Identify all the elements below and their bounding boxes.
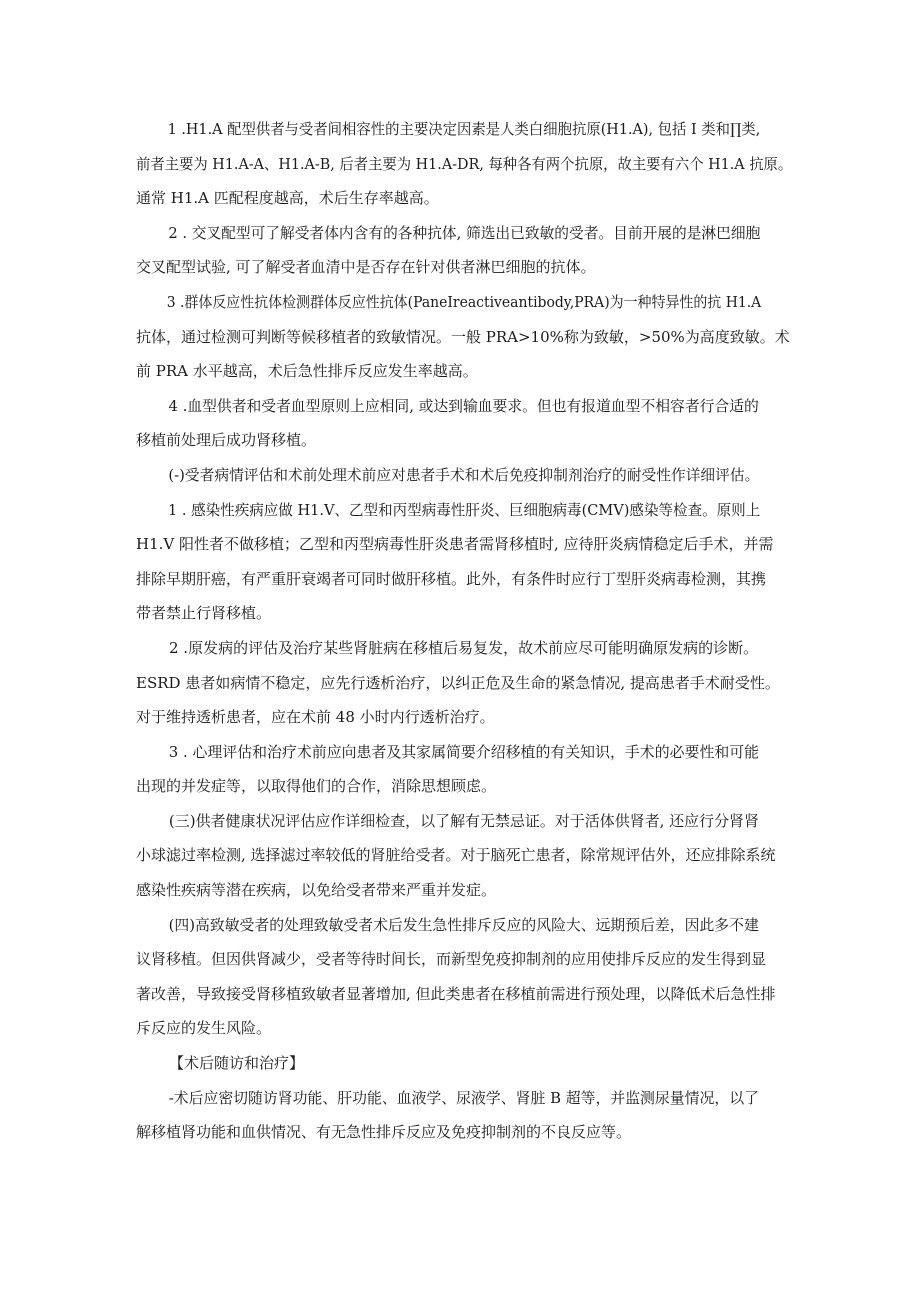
paragraph-line: 前者主要为 H1.A-A、H1.A-B, 后者主要为 H1.A-DR, 每种各有两个抗原，故主要有六个 H1.A 抗原。 [136,154,793,173]
paragraph-line: 1 .H1.A 配型供者与受者间相容性的主要决定因素是人类白细胞抗原(H1.A), 包括 I 类和∏类, [167,120,761,138]
paragraph-line: -术后应密切随访肾功能、肝功能、血液学、尿液学、肾脏 B 超等，并监测尿量情况，以了 [168,1088,759,1107]
paragraph-line: 带者禁止行肾移植。 [136,604,272,623]
paragraph-line: (三)供者健康状况评估应作详细检查，以了解有无禁忌证。对于活体供肾者, 还应行分肾肾 [168,811,760,830]
paragraph-line: 解移植肾功能和血供情况、有无急性排斥反应及免疫抑制剂的不良反应等。 [136,1123,632,1142]
paragraph [136,458,792,493]
paragraph-line: 3 . 心理评估和治疗术前应向患者及其家属简要介绍移植的有关知识，手术的必要性和可能 [168,742,760,761]
paragraph-line: 3 .群体反应性抗体检测群体反应性抗体(PaneIreactiveantibody,PRA)为一种特异性的抗 H1.A [166,292,762,311]
paragraph-line: ESRD 患者如病情不稳定，应先行透析治疗，以纠正危及生命的紧急情况, 提高患者手术耐受性。 [136,673,780,692]
paragraph [136,804,792,908]
paragraph-line: 对于维持透析患者，应在术前 48 小时内行透析治疗。 [136,708,495,727]
paragraph-line: 【术后随访和治疗】 [169,1054,305,1073]
paragraph-line: 4 .血型供者和受者血型原则上应相同, 或达到输血要求。但也有报道血型不相容者行合适的 [168,396,759,415]
paragraph-line: 感染性疾病等潜在疾病，以免给受者带来严重并发症。 [136,881,497,900]
paragraph-line: 2 .原发病的评估及治疗某些肾脏病在移植后易复发，故术前应尽可能明确原发病的诊断。 [169,638,759,657]
paragraph-line: (四)高致敏受者的处理致敏受者术后发生急性排斥反应的风险大、远期预后差，因此多不建 [168,915,759,934]
paragraph-line: 排除早期肝癌，有严重肝衰竭者可同时做肝移植。此外，有条件时应行丁型肝炎病毒检测，其携 [136,569,767,588]
paragraph-line: 前 PRA 水平越高，术后急性排斥反应发生率越高。 [136,362,478,381]
paragraph-line: 斥反应的发生风险。 [136,1019,272,1038]
paragraph [136,216,792,285]
paragraph-line: 1 . 感染性疾病应做 H1.V、乙型和丙型病毒性肝炎、巨细胞病毒(CMV)感染等检查。原则上 [167,500,761,519]
paragraph [136,1081,792,1150]
paragraph-line: (-)受者病情评估和术前处理术前应对患者手术和术后免疫抑制剂治疗的耐受性作详细评估。 [168,465,760,484]
paragraph-line: 著改善，导致接受肾移植致敏者显著增加, 但此类患者在移植前需进行预处理，以降低术后急性排 [136,984,776,1003]
paragraph [136,389,792,458]
paragraph [136,908,792,1046]
paragraph [136,112,792,216]
paragraph [136,631,792,735]
paragraph-line: H1.V 阳性者不做移植；乙型和丙型病毒性肝炎患者需肾移植时, 应待肝炎病情稳定后手术，并需 [136,535,774,554]
paragraph [136,285,792,389]
paragraph [136,735,792,804]
paragraph-line: 抗体，通过检测可判断等候移植者的致敏情况。一般 PRA>10%称为致敏，>50%为高度致敏。术 [136,327,790,346]
paragraph [136,493,792,631]
paragraph-line: 通常 H1.A 匹配程度越高，术后生存率越高。 [136,189,439,208]
paragraph-line: 议肾移植。但因供肾减少，受者等待时间长，而新型免疫抑制剂的应用使排斥反应的发生得到显 [136,950,767,969]
paragraph-line: 出现的并发症等，以取得他们的合作，消除思想顾虑。 [136,777,497,796]
paragraph-line: 交叉配型试验, 可了解受者血清中是否存在针对供者淋巴细胞的抗体。 [136,258,596,277]
document-body [136,112,792,1150]
paragraph-line: 2 . 交叉配型可了解受者体内含有的各种抗体, 筛选出已致敏的受者。目前开展的是淋巴细胞 [168,223,761,242]
paragraph-line: 移植前处理后成功肾移植。 [136,431,317,450]
paragraph [136,1046,792,1081]
paragraph-line: 小球滤过率检测, 选择滤过率较低的肾脏给受者。对于脑死亡患者，除常规评估外，还应排除系统 [136,846,776,865]
